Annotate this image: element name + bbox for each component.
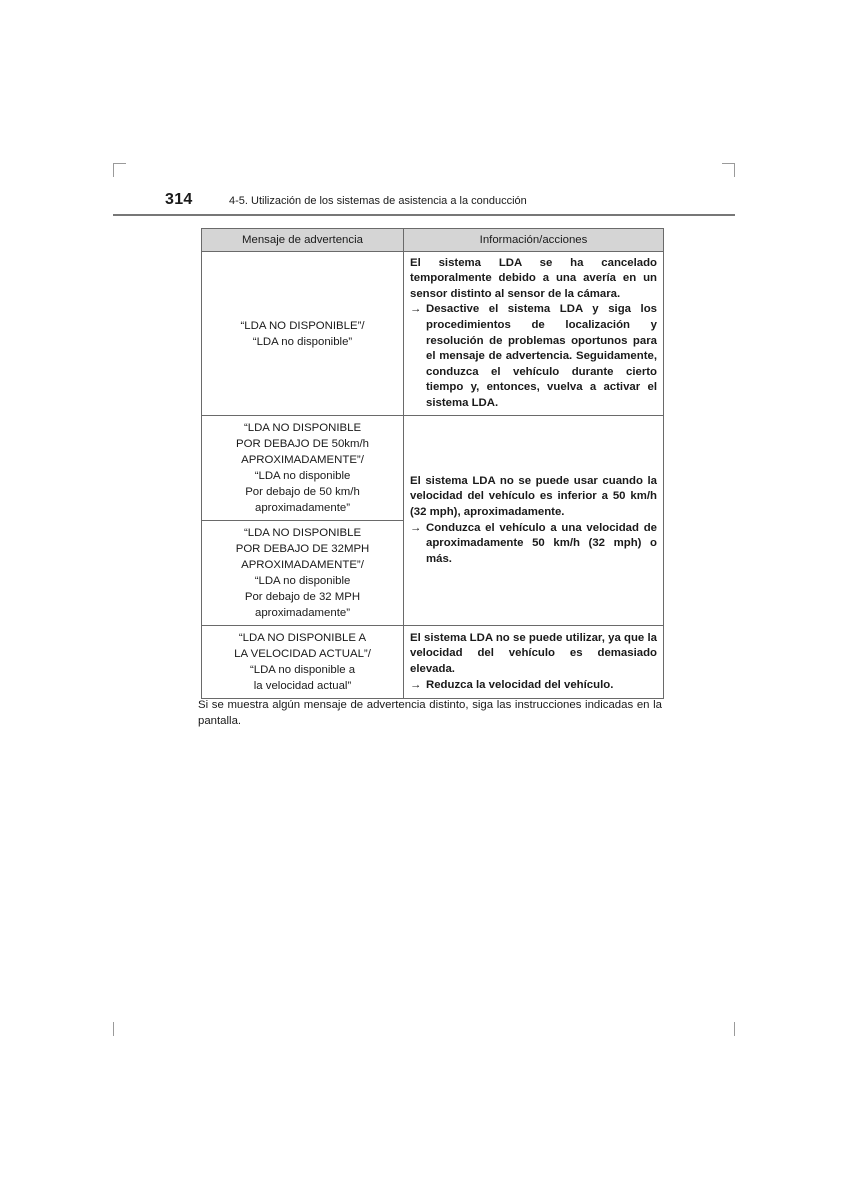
column-header-message: Mensaje de advertencia [202, 229, 404, 252]
arrow-icon: → [410, 303, 422, 316]
info-text: El sistema LDA se ha cancelado temporalmente debido a una avería en un sensor distinto al sensor de la cámara. [410, 256, 657, 300]
message-line: POR DEBAJO DE 32MPH [235, 543, 370, 555]
message-line: LA VELOCIDAD ACTUAL”/ [234, 648, 371, 660]
table-header-row [202, 229, 664, 252]
footnote: Si se muestra algún mensaje de advertencia distinto, siga las instrucciones indicadas en la pantalla. [198, 699, 662, 727]
crop-mark-top-left-horizontal [113, 163, 126, 164]
table-row [202, 626, 664, 699]
warning-message-cell [202, 626, 404, 699]
message-line: “LDA NO DISPONIBLE [243, 422, 362, 434]
section-title: 4-5. Utilización de los sistemas de asistencia a la conducción [229, 195, 527, 207]
table-row [202, 252, 664, 416]
warning-message-cell [202, 521, 404, 626]
message-line: aproximadamente” [255, 607, 350, 619]
header-rule [113, 214, 735, 216]
action-item [410, 302, 657, 411]
info-actions-cell [404, 252, 664, 416]
message-line: “LDA no disponible” [252, 335, 353, 348]
message-line: “LDA NO DISPONIBLE [243, 527, 362, 539]
table-row [202, 416, 664, 521]
message-line: APROXIMADAMENTE”/ [241, 454, 364, 466]
message-line: Por debajo de 32 MPH [244, 591, 361, 603]
crop-mark-top-left-vertical [113, 163, 114, 177]
message-line: APROXIMADAMENTE”/ [241, 559, 364, 571]
crop-mark-bottom-left [113, 1022, 114, 1036]
page-number: 314 [165, 191, 193, 208]
column-header-info: Información/acciones [404, 229, 664, 252]
message-line: aproximadamente” [255, 502, 350, 514]
message-line: “LDA NO DISPONIBLE A [238, 632, 367, 644]
action-item [410, 678, 657, 694]
info-text: El sistema LDA no se puede utilizar, ya que la velocidad del vehículo es demasiado elevada. [410, 631, 657, 675]
arrow-icon: → [410, 678, 422, 691]
crop-mark-top-right-vertical [734, 163, 735, 177]
warning-message-cell [202, 252, 404, 416]
message-line: “LDA NO DISPONIBLE”/ [240, 319, 365, 332]
message-line: POR DEBAJO DE 50km/h [236, 438, 369, 450]
warning-message-cell [202, 416, 404, 521]
info-actions-cell [404, 626, 664, 699]
action-text: Desactive el sistema LDA y siga los procedimientos de localización y resolución de problemas oportunos para el mensaje de advertencia. Seguidamente, conduzca el vehículo durante cierto tiempo y, entonces, vuelva a activar el sistema LDA. [426, 303, 657, 409]
page-header [113, 190, 735, 216]
action-text: Conduzca el vehículo a una velocidad de aproximadamente 50 km/h (32 mph) o más. [426, 521, 657, 565]
message-line: “LDA no disponible [254, 470, 351, 482]
action-item [410, 521, 657, 568]
crop-mark-bottom-right [734, 1022, 735, 1036]
action-text: Reduzca la velocidad del vehículo. [426, 678, 614, 691]
info-text: El sistema LDA no se puede usar cuando la velocidad del vehículo es inferior a 50 km/h (32 mph), aproximadamente. [410, 474, 657, 518]
message-line: “LDA no disponible [254, 575, 351, 587]
message-line: la velocidad actual” [253, 680, 352, 692]
message-line: “LDA no disponible a [249, 664, 356, 676]
warning-messages-table [201, 228, 664, 699]
message-line: Por debajo de 50 km/h [245, 486, 360, 498]
arrow-icon: → [410, 521, 422, 534]
info-actions-cell [404, 416, 664, 626]
